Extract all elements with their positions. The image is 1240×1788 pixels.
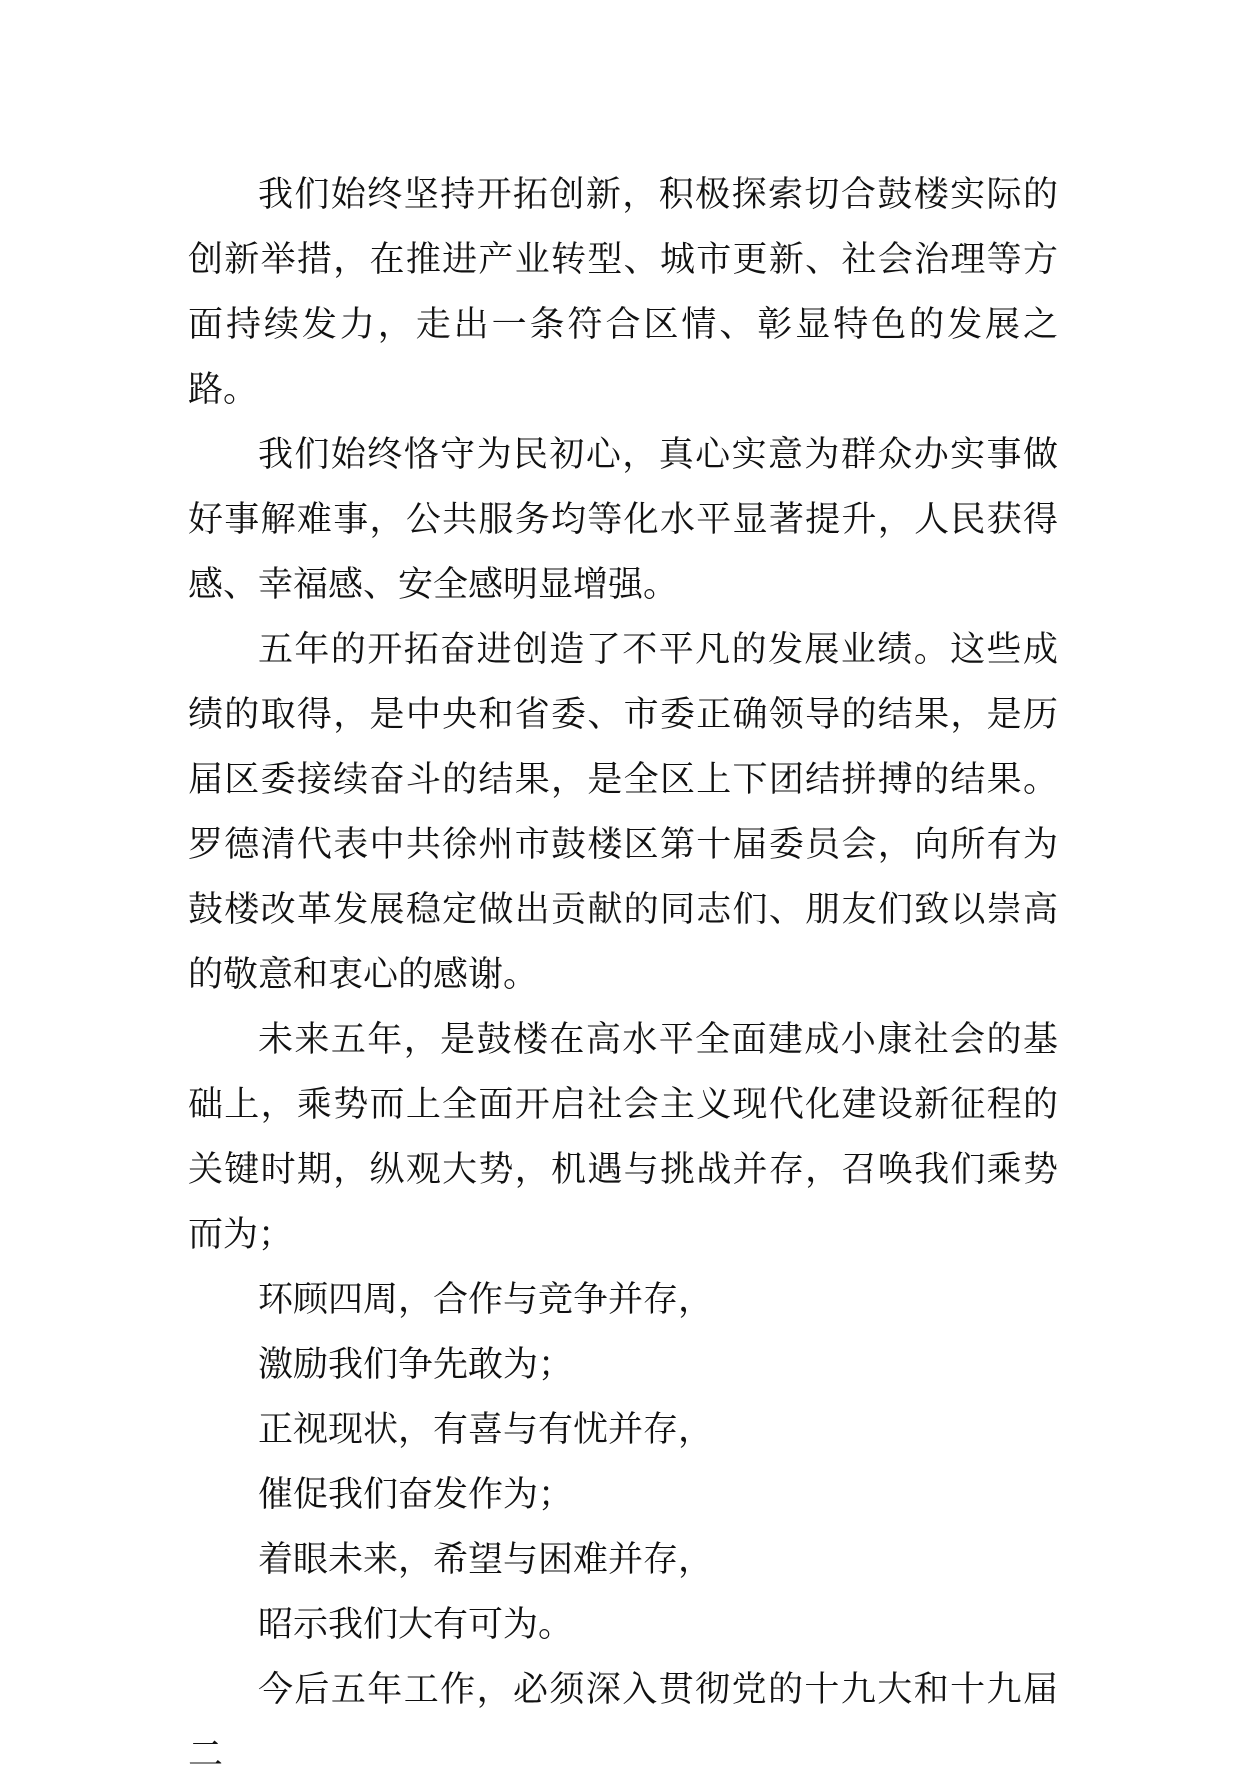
line-face-reality: 正视现状，有喜与有忧并存，	[258, 1410, 714, 1450]
line-promising: 昭示我们大有可为。	[258, 1605, 574, 1645]
line-look-around: 环顾四周，合作与竞争并存，	[258, 1280, 714, 1320]
document-body	[188, 163, 1058, 1788]
paragraph-next-five-years: 未来五年，是鼓楼在高水平全面建成小康社会的基础上，乘势而上全面开启社会主义现代化建设新征程的关键时期，纵观大势，机遇与挑战并存，召唤我们乘势而为；	[188, 1020, 1058, 1255]
paragraph-innovation: 我们始终坚持开拓创新，积极探索切合鼓楼实际的创新举措，在推进产业转型、城市更新、社会治理等方面持续发力，走出一条符合区情、彰显特色的发展之路。	[188, 175, 1058, 410]
paragraph-people-first: 我们始终恪守为民初心，真心实意为群众办实事做好事解难事，公共服务均等化水平显著提升，人民获得感、幸福感、安全感明显增强。	[188, 435, 1058, 605]
line-work-hard: 催促我们奋发作为；	[258, 1475, 574, 1515]
paragraph-achievements: 五年的开拓奋进创造了不平凡的发展业绩。这些成绩的取得，是中央和省委、市委正确领导的结果，是历届区委接续奋斗的结果，是全区上下团结拼搏的结果。罗德清代表中共徐州市鼓楼区第十届委员会，向所有为鼓楼改革发展稳定做出贡献的同志们、朋友们致以崇高的敬意和衷心的感谢。	[188, 630, 1058, 995]
paragraph-future-work: 今后五年工作，必须深入贯彻党的十九大和十九届二	[188, 1670, 1058, 1775]
line-strive-first: 激励我们争先敢为；	[258, 1345, 574, 1385]
line-look-ahead: 着眼未来，希望与困难并存，	[258, 1540, 714, 1580]
